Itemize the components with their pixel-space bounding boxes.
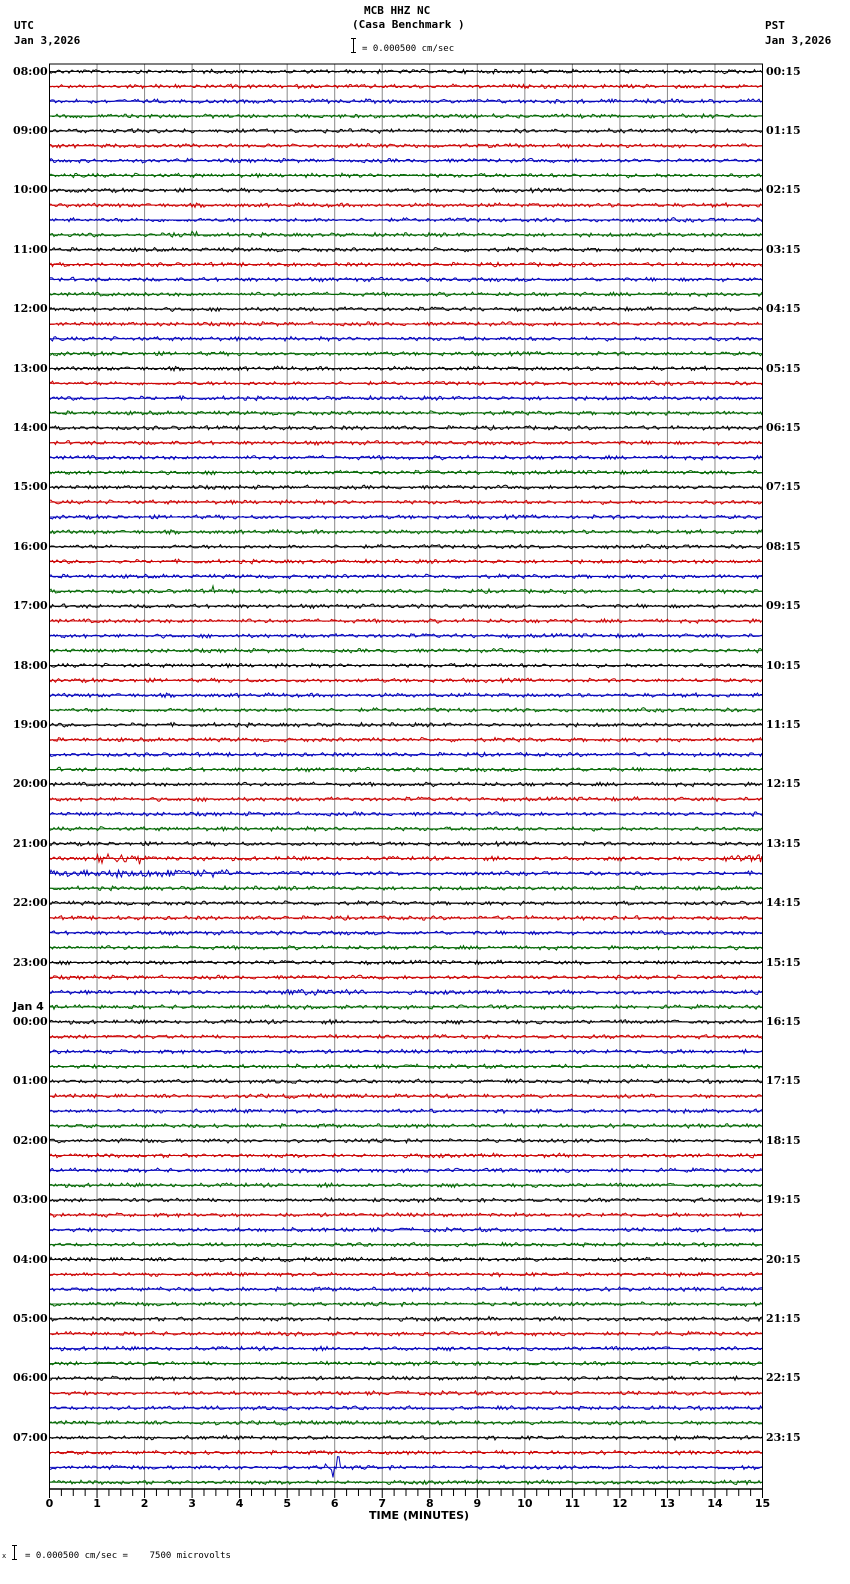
utc-hour-label: 23:00 [13,955,48,969]
utc-hour-label: 20:00 [13,777,48,791]
seismic-trace [50,1480,763,1485]
seismic-trace [50,723,763,728]
seismic-trace [50,663,763,668]
utc-hour-label: 01:00 [13,1074,48,1088]
x-tick-label: 11 [564,1497,581,1510]
seismic-trace [50,797,763,802]
seismic-trace [50,1005,763,1010]
footer-scale-prefix: x [2,1552,7,1560]
seismic-trace [50,1331,763,1336]
utc-hour-label: 15:00 [13,480,48,494]
pst-hour-label: 06:15 [766,420,801,434]
scale-text: = 0.000500 cm/sec [362,44,455,54]
utc-hour-label: 11:00 [13,242,48,256]
seismic-trace [50,262,763,267]
left-timezone: UTC [14,19,34,32]
utc-hour-label: 16:00 [13,539,48,553]
seismic-trace [50,129,763,134]
x-tick-label: 5 [283,1497,291,1510]
seismic-trace [50,931,763,935]
utc-hour-label: 03:00 [13,1193,48,1207]
x-tick-label: 15 [754,1497,771,1510]
x-tick-label: 8 [425,1497,434,1510]
utc-hour-label: 12:00 [13,302,48,316]
footer-scale-text: = 0.000500 cm/sec = 7500 microvolts [25,1551,231,1561]
seismic-trace [50,1257,763,1262]
pst-hour-label: 03:15 [766,242,801,256]
right-timezone: PST [765,19,785,32]
seismic-trace [50,231,763,237]
pst-hour-label: 22:15 [766,1371,801,1385]
utc-hour-label: 13:00 [13,361,48,375]
utc-hour-label: 10:00 [13,183,48,197]
x-tick-label: 0 [45,1497,54,1510]
seismic-trace [50,946,763,951]
pst-hour-label: 19:15 [766,1193,801,1207]
utc-hour-label: 09:00 [13,123,48,137]
seismic-trace [50,586,763,594]
pst-hour-label: 15:15 [766,955,801,969]
pst-hour-label: 02:15 [766,183,801,197]
pst-hour-label: 08:15 [766,539,801,553]
left-date: Jan 3,2026 [14,34,81,47]
station-name: (Casa Benchmark ) [352,18,465,31]
pst-hour-label: 14:15 [766,896,801,910]
station-title: MCB HHZ NC [364,4,431,17]
x-tick-label: 1 [93,1497,101,1510]
footer-scale-bar-icon [12,1545,17,1560]
seismic-trace [50,870,763,878]
x-tick-label: 6 [330,1497,339,1510]
pst-hour-label: 01:15 [766,123,801,137]
pst-hour-label: 07:15 [766,480,801,494]
seismic-trace [50,1035,763,1039]
seismic-trace [50,678,763,683]
pst-hour-label: 23:15 [766,1430,801,1444]
utc-hour-label: 00:00 [13,1014,48,1028]
seismic-trace [50,854,763,864]
seismic-trace [50,738,763,743]
seismic-trace [50,544,763,549]
utc-hour-label: 17:00 [13,599,48,613]
seismic-trace [50,1213,763,1217]
pst-hour-label: 13:15 [766,836,801,850]
utc-hour-label: 14:00 [13,420,48,434]
seismic-trace [50,1049,763,1053]
right-date: Jan 3,2026 [765,34,832,47]
pst-hour-label: 09:15 [766,599,801,613]
utc-hour-label: 06:00 [13,1371,48,1385]
x-tick-label: 4 [235,1497,244,1510]
seismic-trace [50,1406,763,1410]
pst-hour-label: 12:15 [766,777,801,791]
pst-hour-label: 20:15 [766,1252,801,1266]
seismic-trace [50,530,763,535]
pst-hour-label: 00:15 [766,64,801,78]
utc-hour-label: 18:00 [13,658,48,672]
seismic-trace [50,767,763,771]
date-change-label: Jan 4 [13,999,44,1013]
pst-hour-label: 16:15 [766,1014,801,1028]
utc-hour-label: 08:00 [13,64,48,78]
utc-hour-label: 21:00 [13,836,48,850]
pst-hour-label: 17:15 [766,1074,801,1088]
pst-hour-label: 05:15 [766,361,801,375]
pst-hour-label: 18:15 [766,1133,801,1147]
seismic-trace [50,1183,763,1187]
x-tick-label: 9 [473,1497,482,1510]
x-tick-label: 14 [707,1497,723,1510]
x-axis-label: TIME (MINUTES) [369,1509,470,1522]
x-tick-label: 3 [188,1497,196,1510]
x-tick-label: 7 [378,1497,387,1510]
utc-hour-label: 05:00 [13,1311,48,1325]
x-tick-label: 13 [659,1497,676,1510]
pst-hour-label: 10:15 [766,658,801,672]
pst-hour-label: 21:15 [766,1311,801,1325]
x-tick-label: 2 [140,1497,149,1510]
utc-hour-label: 04:00 [13,1252,48,1266]
utc-hour-label: 19:00 [13,717,48,731]
utc-hour-label: 07:00 [13,1430,48,1444]
x-tick-label: 10 [517,1497,533,1510]
x-tick-label: 12 [612,1497,628,1510]
utc-hour-label: 02:00 [13,1133,48,1147]
pst-hour-label: 04:15 [766,302,801,316]
seismic-trace [50,975,763,979]
utc-hour-label: 22:00 [13,896,48,910]
pst-hour-label: 11:15 [766,717,801,731]
